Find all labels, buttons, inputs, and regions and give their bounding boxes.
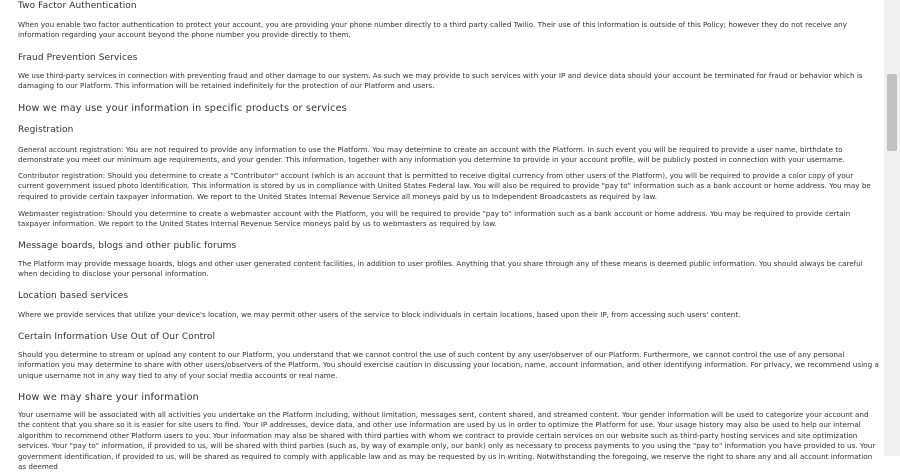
section-heading: How we may share your information: [18, 392, 199, 403]
paragraph: Webmaster registration: Should you determine to create a webmaster account with the Platform, you will be required to provide "pay to" information such as a bank account or home address. You may be required to provide certain taxpayer information. We report to the United States Internal Revenue Service moneys paid by us to webmasters as required by law.: [18, 209, 851, 229]
section-heading: Message boards, blogs and other public forums: [18, 241, 237, 251]
section-heading: How we may use your information in specific products or services: [18, 103, 347, 114]
paragraph: The Platform may provide message boards, blogs and other user generated content facilities, in addition to user profiles. Anything that you share through any of these means is deemed public information. You should always be careful when deciding to disclose your personal information.: [18, 259, 863, 279]
paragraph: Where we provide services that utilize your device's location, we may permit other users of the service to block individuals in certain locations, based upon their IP, from accessing such users' content.: [18, 310, 741, 319]
section-heading: Two Factor Authentication: [18, 1, 137, 11]
paragraph: When you enable two factor authentication to protect your account, you are providing your phone number directly to a third party called Twilio. Their use of this information is outside of this Policy; however they do not receive any information regarding your account beyond the phone number you provide directly to them.: [18, 20, 847, 40]
section-heading: Location based services: [18, 291, 129, 301]
section-heading: Certain Information Use Out of Our Control: [18, 332, 216, 342]
paragraph: Contributor registration: Should you determine to create a "Contributor" account (which is an account that is permitted to receive digital currency from other users of the Platform), you will be required to provide a color copy of your current government issued photo identification. This information is stored by us in compliance with United States Federal law. You will also be required to provide "pay to" information such as a bank account or home address. You may be required to provide certain taxpayer information. We report to the United States Internal Revenue Service all moneys paid by us to Independent Broadcasters as required by law.: [18, 171, 871, 201]
scrollbar-thumb[interactable]: [887, 74, 897, 151]
scrollbar[interactable]: [884, 0, 900, 456]
paragraph: We use third-party services in connection with preventing fraud and other damage to our system. As such we may provide to such services with your IP and device data should your account be terminated for fraud or behavior which is damaging to our Platform. This information will be retained indefinitely for the protection of our Platform and users.: [18, 71, 863, 91]
paragraph: General account registration: You are not required to provide any information to use the Platform. You may determine to create an account with the Platform. In such event you will be required to provide a user name, birthdate to demonstrate you meet our minimum age requirements, and your gender. This information, together with any information you determine to provide in your account profile, will be publicly posted in connection with your username.: [18, 145, 845, 165]
section-heading: Registration: [18, 125, 74, 135]
paragraph: Should you determine to stream or upload any content to our Platform, you understand that we cannot control the use of such content by any user/observer of our Platform. Furthermore, we cannot control the use of any personal information you may determine to share with other users/observers of the Platform. You should exercise caution in discussing your location, name, account information, and other identifying information. For privacy, we recommend using a unique username not in any way tied to any of your social media accounts or real name.: [18, 350, 879, 380]
section-heading: Fraud Prevention Services: [18, 53, 138, 63]
paragraph: Your username will be associated with all activities you undertake on the Platform including, without limitation, messages sent, content shared, and streamed content. Your gender information will be used to categorize your account and the content that you share so it is easier for site users to find. Your IP addresses, device data, and other use information are used by us in order to optimize the Platform for use. Your usage history may also be used to help our internal algorithm to recommend other Platform users to you. Your information may also be shared with third parties with whom we contract to provide certain services on our website such as third-party hosting services and site optimization services. Your "pay to" information, if provided to us, will be shared with third parties (such as, by way of example only, our bank) only as necessary to process payments to you using the "pay to" information you have provided to us. Your government identification, if provided to us, will be shared as required to comply with applicable law and as may be requested by us in writing. Notwithstanding the foregoing, we reserve the right to share any and all account information as deemed: [18, 410, 876, 472]
